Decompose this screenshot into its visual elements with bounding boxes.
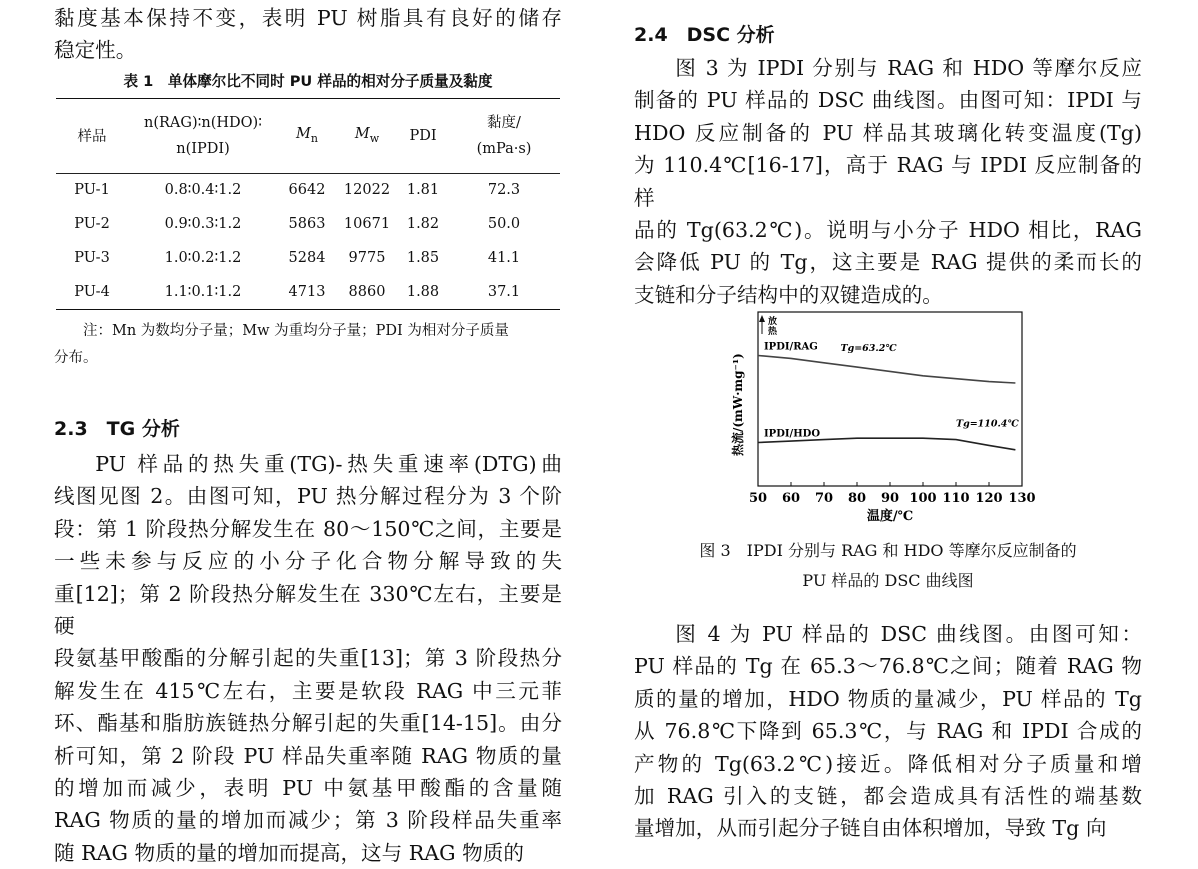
table-cell-ratio: 1.0∶0.2∶1.2 xyxy=(164,250,242,266)
paragraph-line: 环、酯基和脂肪族链热分解引起的失重[14-15]。由分 xyxy=(54,711,562,736)
table-cell-mw: 10671 xyxy=(343,216,391,232)
paragraph-line: 一些未参与反应的小分子化合物分解导致的失 xyxy=(54,549,562,574)
table-cell-pdi: 1.88 xyxy=(406,284,440,300)
x-tick-label: 50 xyxy=(748,491,768,506)
paragraph-line: 解发生在 415℃左右，主要是软段 RAG 中三元菲 xyxy=(54,678,562,703)
table-cell-ratio: 1.1∶0.1∶1.2 xyxy=(164,284,242,300)
paragraph-line: 为 110.4℃[16-17]，高于 RAG 与 IPDI 反应制备的样 xyxy=(634,153,1142,210)
col-header-mw: $M_w$ xyxy=(336,99,398,173)
col-header-viscosity: 黏度/ (mPa·s) xyxy=(448,99,560,173)
paragraph-line: 从 76.8℃下降到 65.3℃，与 RAG 和 IPDI 合成的 xyxy=(634,719,1142,744)
table-cell-mw: 9775 xyxy=(348,250,386,266)
table-cell-sample: PU-2 xyxy=(74,216,110,232)
paragraph-line: 质的量的增加，HDO 物质的量减少，PU 样品的 Tg xyxy=(634,686,1142,711)
plot-frame xyxy=(758,312,1022,486)
col-header-pdi: PDI xyxy=(398,99,448,173)
paragraph-body xyxy=(634,618,1142,845)
x-tick-label: 90 xyxy=(880,491,900,506)
table-cell-mn: 5284 xyxy=(288,250,326,266)
table-cell-visc: 50.0 xyxy=(487,216,521,232)
paragraph-line: HDO 反应制备的 PU 样品其玻璃化转变温度(Tg) xyxy=(634,120,1142,145)
chart-annotation: Tg=110.4℃ xyxy=(956,418,1019,430)
paragraph-line: 量增加，从而引起分子链自由体积增加，导致 Tg 向 xyxy=(634,816,1107,841)
section-body xyxy=(54,448,562,869)
table-row xyxy=(56,173,560,207)
paragraph-line: 稳定性。 xyxy=(54,38,137,63)
table-cell-mn: 4713 xyxy=(288,284,326,300)
figure-caption: PU 样品的 DSC 曲线图 xyxy=(802,571,974,590)
section-heading: 2.3 TG 分析 xyxy=(54,418,180,440)
table-cell-pdi: 1.85 xyxy=(406,250,440,266)
series-label: IPDI/RAG xyxy=(764,341,818,353)
x-tick-label: 120 xyxy=(975,491,1003,506)
chart-annotation: Tg=63.2℃ xyxy=(840,343,897,355)
data-table-wrap xyxy=(56,98,560,310)
table-cell-sample: PU-4 xyxy=(74,284,110,300)
paragraph-line: PU 样品的热失重(TG)-热失重速率(DTG)曲 xyxy=(95,452,562,476)
table-row xyxy=(56,207,560,241)
x-tick-label: 70 xyxy=(814,491,834,506)
table-row xyxy=(56,275,560,309)
x-axis-label: 温度/℃ xyxy=(866,509,914,524)
table-title: 表 1 单体摩尔比不同时 PU 样品的相对分子质量及黏度 xyxy=(123,73,493,90)
table-note: 分布。 xyxy=(54,350,98,366)
col-header-mn: $M_n$ xyxy=(278,99,336,173)
paragraph-line: 重[12]；第 2 阶段热分解发生在 330℃左右，主要是硬 xyxy=(54,581,562,639)
paragraph-line: 随 RAG 物质的量的增加而提高，这与 RAG 物质的 xyxy=(54,840,524,865)
table-cell-visc: 41.1 xyxy=(487,250,521,266)
data-table xyxy=(56,99,560,309)
exo-label: 放 xyxy=(768,317,778,327)
table-row xyxy=(56,241,560,275)
x-tick-label: 80 xyxy=(847,491,867,506)
paragraph-line: 析可知，第 2 阶段 PU 样品失重率随 RAG 物质的量 xyxy=(54,743,562,768)
table-cell-pdi: 1.82 xyxy=(406,216,440,232)
table-cell-visc: 72.3 xyxy=(487,182,521,199)
paragraph-line: 品的 Tg(63.2℃)。说明与小分子 HDO 相比，RAG xyxy=(634,218,1142,243)
paragraph-line: 线图见图 2。由图可知，PU 热分解过程分为 3 个阶 xyxy=(54,484,562,509)
paragraph-line: 会降低 PU 的 Tg，这主要是 RAG 提供的柔而长的 xyxy=(634,250,1142,275)
exo-label: 热 xyxy=(768,327,778,337)
exo-arrow-head xyxy=(759,315,765,322)
paragraph-line: 图 4 为 PU 样品的 DSC 曲线图。由图可知： xyxy=(675,622,1142,646)
paragraph-line: 产物的 Tg(63.2℃)接近。降低相对分子质量和增 xyxy=(634,751,1142,776)
dsc-chart xyxy=(724,306,1064,528)
paragraph-line: 加 RAG 引入的支链，都会造成具有活性的端基数 xyxy=(634,784,1142,809)
y-axis-label: 热流/(mW·mg⁻¹) xyxy=(731,353,745,456)
table-cell-mn: 5863 xyxy=(288,216,326,232)
table-cell-mn: 6642 xyxy=(288,182,326,199)
paragraph-line: 图 3 为 IPDI 分别与 RAG 和 HDO 等摩尔反应 xyxy=(675,56,1142,80)
paragraph-line: 制备的 PU 样品的 DSC 曲线图。由图可知：IPDI 与 xyxy=(634,88,1142,113)
paragraph-line: 支链和分子结构中的双键造成的。 xyxy=(634,282,943,307)
table-note: 注：Mn 为数均分子量；Mw 为重均分子量；PDI 为相对分子质量 xyxy=(83,323,509,339)
section-heading: 2.4 DSC 分析 xyxy=(634,24,775,46)
paragraph-line: 段：第 1 阶段热分解发生在 80～150℃之间，主要是 xyxy=(54,516,562,541)
paragraph-line: PU 样品的 Tg 在 65.3～76.8℃之间；随着 RAG 物 xyxy=(634,654,1142,679)
col-header-sample: 样品 xyxy=(56,99,128,173)
section-body xyxy=(634,52,1142,311)
paragraph-line: 段氨基甲酸酯的分解引起的失重[13]；第 3 阶段热分 xyxy=(54,646,562,671)
paragraph-line: 的增加而减少，表明 PU 中氨基甲酸酯的含量随 xyxy=(54,776,562,801)
series-label: IPDI/HDO xyxy=(764,428,821,440)
col-header-ratio: n(RAG)∶n(HDO)∶ n(IPDI) xyxy=(128,99,278,173)
table-cell-mw: 8860 xyxy=(348,284,386,300)
table-cell-sample: PU-3 xyxy=(74,250,110,266)
table-cell-mw: 12022 xyxy=(343,182,391,199)
paragraph-line: 黏度基本保持不变，表明 PU 树脂具有良好的储存 xyxy=(54,6,562,30)
table-cell-sample: PU-1 xyxy=(74,182,110,199)
table-cell-ratio: 0.8∶0.4∶1.2 xyxy=(164,182,242,199)
series-line-1 xyxy=(758,438,1015,450)
paragraph-line: RAG 物质的量的增加而减少；第 3 阶段样品失重率 xyxy=(54,808,562,833)
table-cell-ratio: 0.9∶0.3∶1.2 xyxy=(164,216,242,232)
figure-caption: 图 3 IPDI 分别与 RAG 和 HDO 等摩尔反应制备的 xyxy=(699,541,1077,560)
x-tick-label: 100 xyxy=(909,491,937,506)
series-line-0 xyxy=(758,356,1015,384)
x-tick-label: 60 xyxy=(781,491,801,506)
table-cell-pdi: 1.81 xyxy=(406,182,440,199)
x-tick-label: 110 xyxy=(942,491,970,506)
x-tick-label: 130 xyxy=(1008,491,1036,506)
table-cell-visc: 37.1 xyxy=(487,284,521,300)
